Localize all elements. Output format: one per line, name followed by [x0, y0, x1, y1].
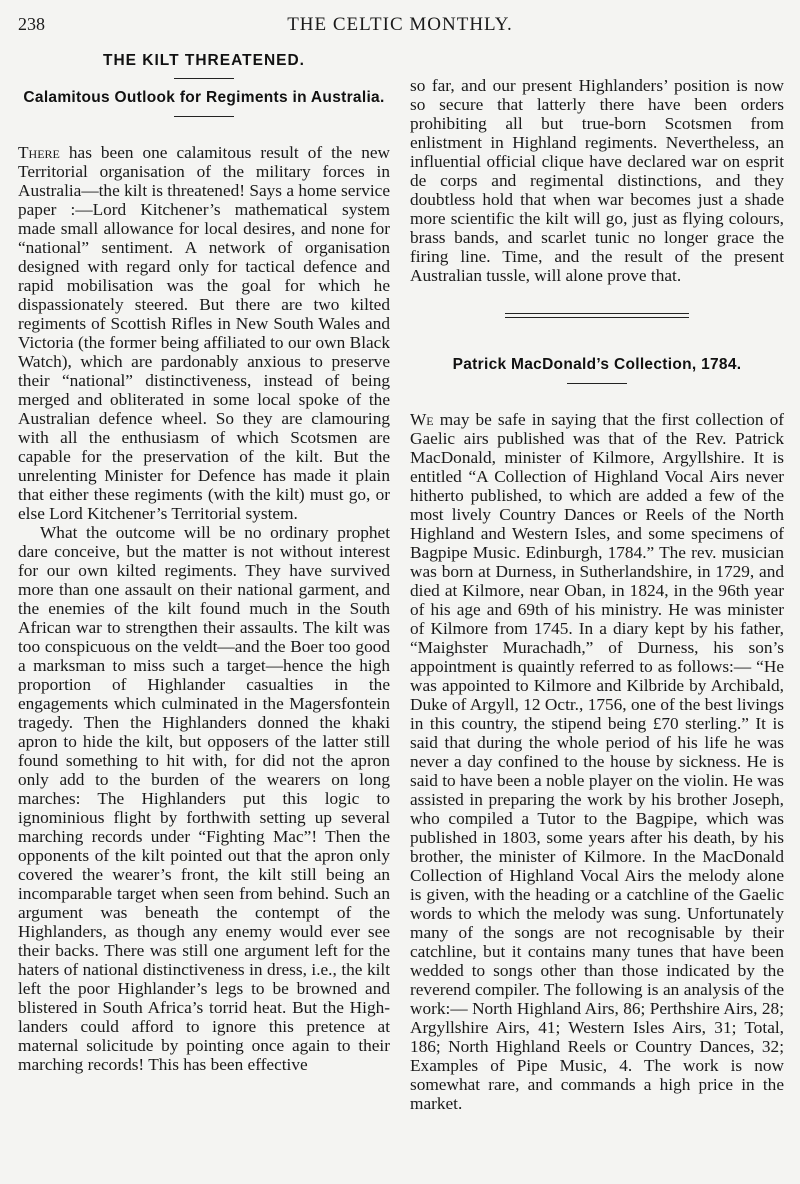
subtitle-rule [174, 116, 234, 117]
left-column [18, 44, 390, 1074]
paragraph-text: What the outcome will be no ordinary prophet dare conceive, but the matter is not without interest for our own kilted regiments. They have survived more than one assault on their national garment, and the enemies of the kilt found much in the South African war to strengthen their assaults. The kilt was too conspicuous on the veldt—and the Boer too good a marksman to miss such a target—hence the high proportion of Highlander casualties in the engagements which culminated in the Magersfontein tragedy. Then the Highlanders donned the khaki apron to hide the kilt, but opposers of the latter still found something to hit with, for did not the apron only add to the burden of the wearers on long marches: The Highlanders put this logic to ignominious flight by forthwith setting up several marching records under “Fighting Mac”! Then the opponents of the kilt pointed out that the apron only covered the wearer’s front, the kilt still being an incomparable target when seen from behind. Such an argument was beneath the contempt of the Highlanders, as though any enemy would ever see their backs. There was still one argument left for the haters of national distinctiveness in dress, i.e., the kilt left the poor Highlander’s legs to be browned and blistered in South Africa’s torrid heat. But the Highlanders could afford to ignore this pretence at maternal solicitude by pointing once again to their marching records! This has been effective [18, 523, 390, 1074]
article-subtitle: Calamitous Outlook for Regiments in Australia. [23, 89, 385, 106]
paragraph-text: has been one calamitous result of the new Territorial organisation of the military forces in Australia—the kilt is threatened! Says a home service paper :—Lord Kitchener’s mathematical system made small allowance for local desires, and none for “national” sentiment. A network of organisation designed with regard only for tactical defence and rapid mobilisation was the goal for which he dispassionately steered. But there are two kilted regiments of Scottish Rifles in New South Wales and Victoria (the former being affiliated to our own Black Watch), which are pardonably anxious to preserve their “national” distinctiveness, instead of being merged and obliterated in some local spoke of the Australian defence wheel. So they are clamouring with all the enthusiasm of which Scotsmen are capable for the preservation of the kilt. But the unrelenting Minister for Defence has made it plain that either these regiments (with the kilt) must go, or else Lord Kitchener’s Territorial system. [18, 143, 390, 523]
article-body [18, 143, 390, 1074]
paragraph [410, 410, 784, 1113]
paragraph-text: may be safe in saying that the first collection of Gaelic airs published was that of the Rev. Patrick MacDonald, minister of Kilmore, Argyllshire. It is entitled “A Collection of Highland Vocal Airs never hitherto published, to which are added a few of the most lively Country Dances or Reels of the North Highland and Western Isles, and some specimens of Bagpipe Music. Edinburgh, 1784.” The rev. musician was born at Durness, in Sutherlandshire, in 1729, and died at Kilmore, near Oban, in 1824, in the 96th year of his age and 69th of his ministry. He was minister of Kilmore from 1745. In a diary kept by his father, “Maighster Murachadh,” of Durness, his son’s appointment is quaintly referred to as follows:— “He was appointed to Kilmore and Kilbride by Archibald, Duke of Argyll, 12 Octr., 1756, one of the best livings in this country, the stipend being £70 sterling.” It is said that during the whole period of his life he was never a day confined to the house by sickness. He is said to have been a noble player on the violin. He was assisted in preparing the work by his brother Joseph, who compiled a Tutor to the Bagpipe, which was published in 1803, some years after his death, by his brother, the minister of Kilmore. In the MacDonald Collection of Highland Vocal Airs the melody alone is given, with the heading or a catchline of the Gaelic words to which the melody was sung. Unfortunately many of the songs are not recognisable by their catchline, but it contains many tunes that have been wedded to songs other than those indicated by the reverend compiler. The following is an analysis of the work:— North Highland Airs, 86; Perthshire Airs, 28; Argyllshire Airs, 41; Western Isles Airs, 31; Total, 186; North Highland Reels or Country Dances, 32; Examples of Pipe Music, 4. The work is now somewhat rare, and commands a high price in the market. [410, 410, 784, 1113]
right-column [410, 76, 784, 1113]
article-body [410, 410, 784, 1113]
paragraph [18, 523, 390, 1074]
paragraph-continued: so far, and our present Highlanders’ position is now so secure that latterly there have been orders prohibiting all but true-born Scotsmen from enlistment in Highland regiments. Nevertheless, an influential official clique have declared war on esprit de corps and regimental distinctions, and they doubtless hold that when war becomes just a shade more scientific the kilt will go, just as flying colours, brass bands, and scarlet tunic no longer grace the firing line. Time, and the result of the present Australian tussle, will alone prove that. [410, 76, 784, 285]
dropcap-lead: There [18, 143, 60, 162]
dropcap-lead: We [410, 410, 434, 429]
title-rule [174, 78, 234, 79]
running-head [18, 14, 782, 36]
journal-title: THE CELTIC MONTHLY. [287, 14, 513, 35]
page-number: 238 [18, 14, 45, 34]
paragraph [18, 143, 390, 523]
section-divider [505, 313, 689, 318]
article-title: Patrick MacDonald’s Collection, 1784. [452, 356, 742, 373]
article-title: THE KILT THREATENED. [103, 52, 305, 69]
title-rule [567, 383, 627, 384]
